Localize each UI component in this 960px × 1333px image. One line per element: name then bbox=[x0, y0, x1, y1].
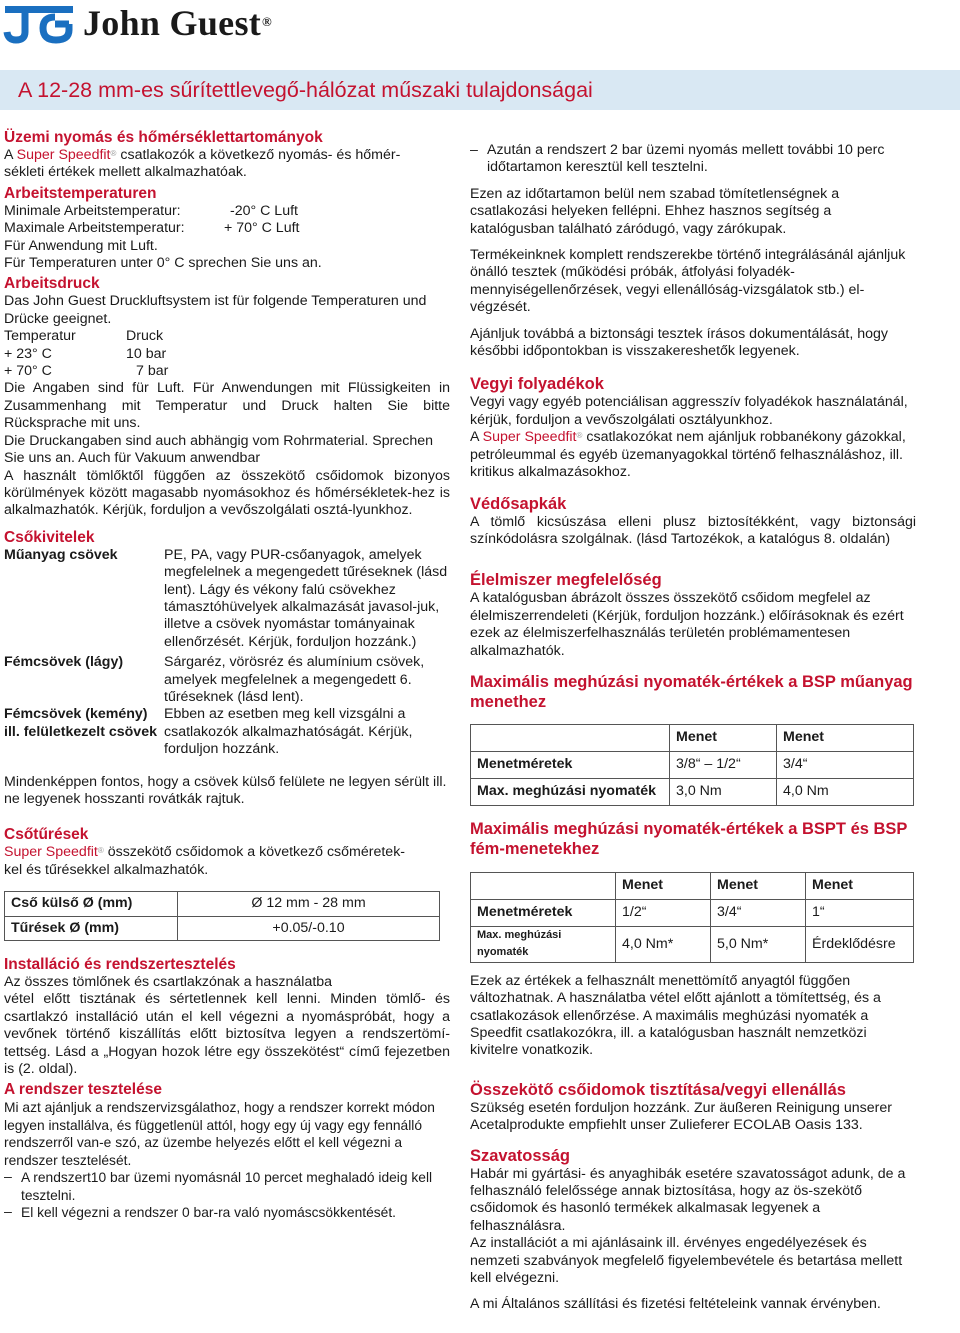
install-heading: Installáció és rendszertesztelés bbox=[4, 956, 236, 974]
john-guest-logo-icon bbox=[3, 4, 75, 44]
left-column bbox=[4, 128, 450, 1221]
warranty-heading: Szavatosság bbox=[470, 1146, 570, 1165]
caps-text: A tömlő kicsúszása elleni plusz biztosítékként, vagy biztonsági színkódolásra szolgálnak. (lásd Tartozékok, a katalógus 8. oldalán) bbox=[470, 513, 916, 547]
pipes-note: Mindenképpen fontos, hogy a csövek külső felülete ne legyen sérült ill. ne legyenek hosszanti rovátkák rajtuk. bbox=[4, 773, 447, 807]
brand-logo bbox=[3, 2, 272, 46]
brand-name: John Guest® bbox=[83, 3, 273, 44]
systest-bullet: – A rendszert10 bar üzemi nyomásnál 10 percet meghaladó ideig kell tesztelni. bbox=[4, 1169, 433, 1203]
torque-bsp-table bbox=[470, 724, 914, 806]
food-heading: Élelmiszer megfelelőség bbox=[470, 571, 662, 590]
tolerance-table bbox=[4, 891, 440, 941]
chem-p2: A Super Speedfit® csatlakozókat nem ajánljuk robbanékony gázokkal, petróleummal és egyéb üzemanyagokkal történő felhasználáshoz, ill. kritikus alkalmazásokhoz. bbox=[470, 429, 906, 481]
torque-bspt-table bbox=[470, 872, 914, 963]
page-title: A 12-28 mm-es sűrítettlevegő-hálózat műszaki tulajdonságai bbox=[0, 70, 960, 110]
tolerance-heading: Csőtűrések bbox=[4, 826, 89, 844]
pipe-row: Fémcsövek (lágy) Sárgaréz, vörösréz és alumínium csövek, amelyek megfelelnek a megengedett 6. tűréseknek (lásd lent). bbox=[4, 654, 425, 705]
chem-p1: Vegyi vagy egyéb potenciálisan aggresszív folyadékok használatánál, kérjük, forduljon a vevőszolgálati osztályunkhoz. bbox=[470, 394, 908, 428]
pipes-heading: Csőkivitelek bbox=[4, 528, 95, 546]
warranty-p1: Habár mi gyártási- és anyaghibák esetére szavatosságot adunk, de a felhasználó felelőssége annak biztosítása, hogy az ös-szekötő csőidomok és hasonló termékek alkalmasak legyenek a felhasználásra. bbox=[470, 1165, 906, 1234]
right-p3: Ajánljuk továbbá a biztonsági tesztek írásos dokumentálását, hogy későbbi időpontokban is visszakereshetők legyenek. bbox=[470, 325, 888, 360]
table-row: Menet Menet Menet bbox=[471, 872, 914, 899]
systest-bullet: – El kell végezni a rendszer 0 bar-ra való nyomáscsökkentését. bbox=[4, 1203, 396, 1220]
clean-heading: Összekötő csőidomok tisztítása/vegyi ellenállás bbox=[470, 1080, 846, 1099]
temp-note-2: Für Temperaturen unter 0° C sprechen Sie uns an. bbox=[4, 255, 322, 272]
druck-heading: Arbeitsdruck bbox=[4, 275, 100, 293]
temp-note-1: Für Anwendung mit Luft. bbox=[4, 237, 158, 254]
druck-p3: A használt tömlőktől függően az összekötő csőidomok bizonyos körülmények között magasabb nyomásokhoz és hőmérsékletek-hez is alkalmazhatók. Kérjük, forduljon a vevőszolgálati osztá-lyunkhoz. bbox=[4, 467, 450, 519]
right-column bbox=[470, 142, 916, 1314]
torque-notes: Ezek az értékek a felhasznált menettömítő anyagtól függően változhatnak. A használatba vétel előtt ajánlott a tömítettség, és a csatlakozások ellenőrzése. A maximális meghúzási nyomaték a Speedfit csatlakozókra, ill. a katalógusban használt nemzetközi kivitelre vonatkozik. bbox=[470, 972, 881, 1059]
druck-table-head: Temperatur Druck bbox=[4, 328, 164, 345]
right-p1: Ezen az időtartamon belül nem szabad tömítetlenségnek a csatlakozási helyeken fellépni. Ehhez hasznos segítség a katalógusban található záródugó, vagy zárókupak. bbox=[470, 185, 840, 237]
druck-p2: Die Druckangaben sind auch abhängig vom Rohrmaterial. Sprechen Sie uns an. Auch für Vakuum anwendbar bbox=[4, 432, 434, 467]
right-p2: Termékeinknek komplett rendszerekbe történő integrálásánál ajánljuk önálló tesztek (működési próbák, átfolyási folyadék-mennyiségellenőrzések, vegyi ellenállóság-vizsgálatok stb.) el-végzését. bbox=[470, 247, 906, 316]
chem-heading: Vegyi folyadékok bbox=[470, 375, 604, 394]
table-row: Menet Menet bbox=[471, 724, 914, 751]
table-row: Menetméretek 3/8“ – 1/2“ 3/4“ bbox=[471, 751, 914, 778]
min-temp-row: Minimale Arbeitstemperatur: -20° C Luft bbox=[4, 202, 298, 219]
systest-heading: A rendszer tesztelése bbox=[4, 1081, 162, 1099]
druck-text: Das John Guest Druckluftsystem ist für folgende Temperaturen und Drücke geeignet. bbox=[4, 293, 427, 327]
warranty-p3: A mi Általános szállítási és fizetési feltételeink vannak érvényben. bbox=[470, 1296, 881, 1313]
test-bullet: – Azután a rendszert 2 bar üzemi nyomás mellett további 10 perc időtartamon keresztül kell tesztelni. bbox=[470, 142, 885, 176]
table-row: Cső külső Ø (mm) Ø 12 mm - 28 mm bbox=[5, 892, 440, 916]
druck-row: + 70° C 7 bar bbox=[4, 363, 169, 380]
caps-heading: Védősapkák bbox=[470, 494, 567, 513]
tolerance-text: Super Speedfit® összekötő csőidomok a következő csőméretek- kel és tűrésekkel alkalmazhatók. bbox=[4, 844, 406, 878]
torque-bsp-heading: Maximális meghúzási nyomaték-értékek a BSP műanyag menethez bbox=[470, 672, 913, 711]
torque-bspt-heading: Maximális meghúzási nyomaték-értékek a BSPT és BSP fém-menetekhez bbox=[470, 819, 908, 858]
table-row: Max. meghúzási nyomaték 3,0 Nm 4,0 Nm bbox=[471, 778, 914, 805]
druck-row: + 23° C 10 bar bbox=[4, 345, 167, 362]
systest-text: Mi azt ajánljuk a rendszervizsgálathoz, hogy a rendszer korrekt módon legyen installálva, és függetlenül attól, hogy egy új vagy egy fennálló rendszerről van-e szó, az üzembe helyezés előtt el kell végezni a rendszer tesztelését. bbox=[4, 1100, 435, 1168]
table-row: Max. meghúzási nyomaték 4,0 Nm* 5,0 Nm* Érdeklődésre bbox=[471, 926, 914, 962]
pressure-intro: A Super Speedfit® csatlakozók a következő nyomás- és hőmér- sékleti értékek mellett alkalmazhatóak. bbox=[4, 147, 401, 181]
max-temp-row: Maximale Arbeitstemperatur: + 70° C Luft bbox=[4, 220, 300, 237]
pipe-row: Fémcsövek (kemény) ill. felületkezelt csövek Ebben az esetben meg kell vizsgálni a csatlakozók alkalmazhatóságát. Kérjük, forduljon hozzánk. bbox=[4, 706, 413, 758]
pressure-heading: Üzemi nyomás és hőmérséklettartományok bbox=[4, 129, 323, 146]
food-text: A katalógusban ábrázolt összes összekötő csőidom megfelel az élelmiszerrendeleti (Kérjük, forduljon hozzánk.) előírásoknak és ezért ezek az élelmiszerfelhasználás területén problémamentesen alkalmazhatók. bbox=[470, 590, 904, 659]
table-row: Menetméretek 1/2“ 3/4“ 1“ bbox=[471, 899, 914, 926]
pipe-row: Műanyag csövek PE, PA, vagy PUR-csőanyagok, amelyek megfelelnek a megengedett tűréseknek (lásd lent). Lágy és vékony falú csövekhez támasztóhüvelyek alkalmazását javasol-juk, illetve a csövek nyomástar tományainak ellenőrzését. Kérjük, forduljon hozzánk.) bbox=[4, 546, 448, 650]
install-text: vétel előtt tisztának és sértetlennek kell lenni. Minden tömlő- és csartlakzó installáció után el kell végezni a nyomáspróbát, hogy a vevőnek történő kiszállítás előtt biztosítva legyen a rendszertömí-tettség. Lásd a „Hogyan hozok létre egy összekötést“ című fejezetben is (2. oldal). bbox=[4, 991, 450, 1078]
warranty-p2: Az installációt a mi ajánlásaink ill. érvényes engedélyezések és nemzeti szabványok megfelelő figyelembevétele és betartása mellett kell elvégezni. bbox=[470, 1235, 903, 1287]
druck-p1: Die Angaben sind für Luft. Für Anwendungen mit Flüssigkeiten in Zusammenhang mit Temperatur und Druck halten Sie bitte Rücksprache mit uns. bbox=[4, 380, 450, 432]
clean-text: Szükség esetén forduljon hozzánk. Zur äußeren Reinigung unserer Acetalprodukte empfiehlt unser Zulieferer ECOLAB Oasis 133. bbox=[470, 1099, 892, 1134]
temp-heading: Arbeitstemperaturen bbox=[4, 184, 157, 202]
table-row: Tűrések Ø (mm) +0.05/-0.10 bbox=[5, 916, 440, 940]
install-line1: Az összes tömlőnek és csartlakzónak a használatba bbox=[4, 974, 333, 991]
